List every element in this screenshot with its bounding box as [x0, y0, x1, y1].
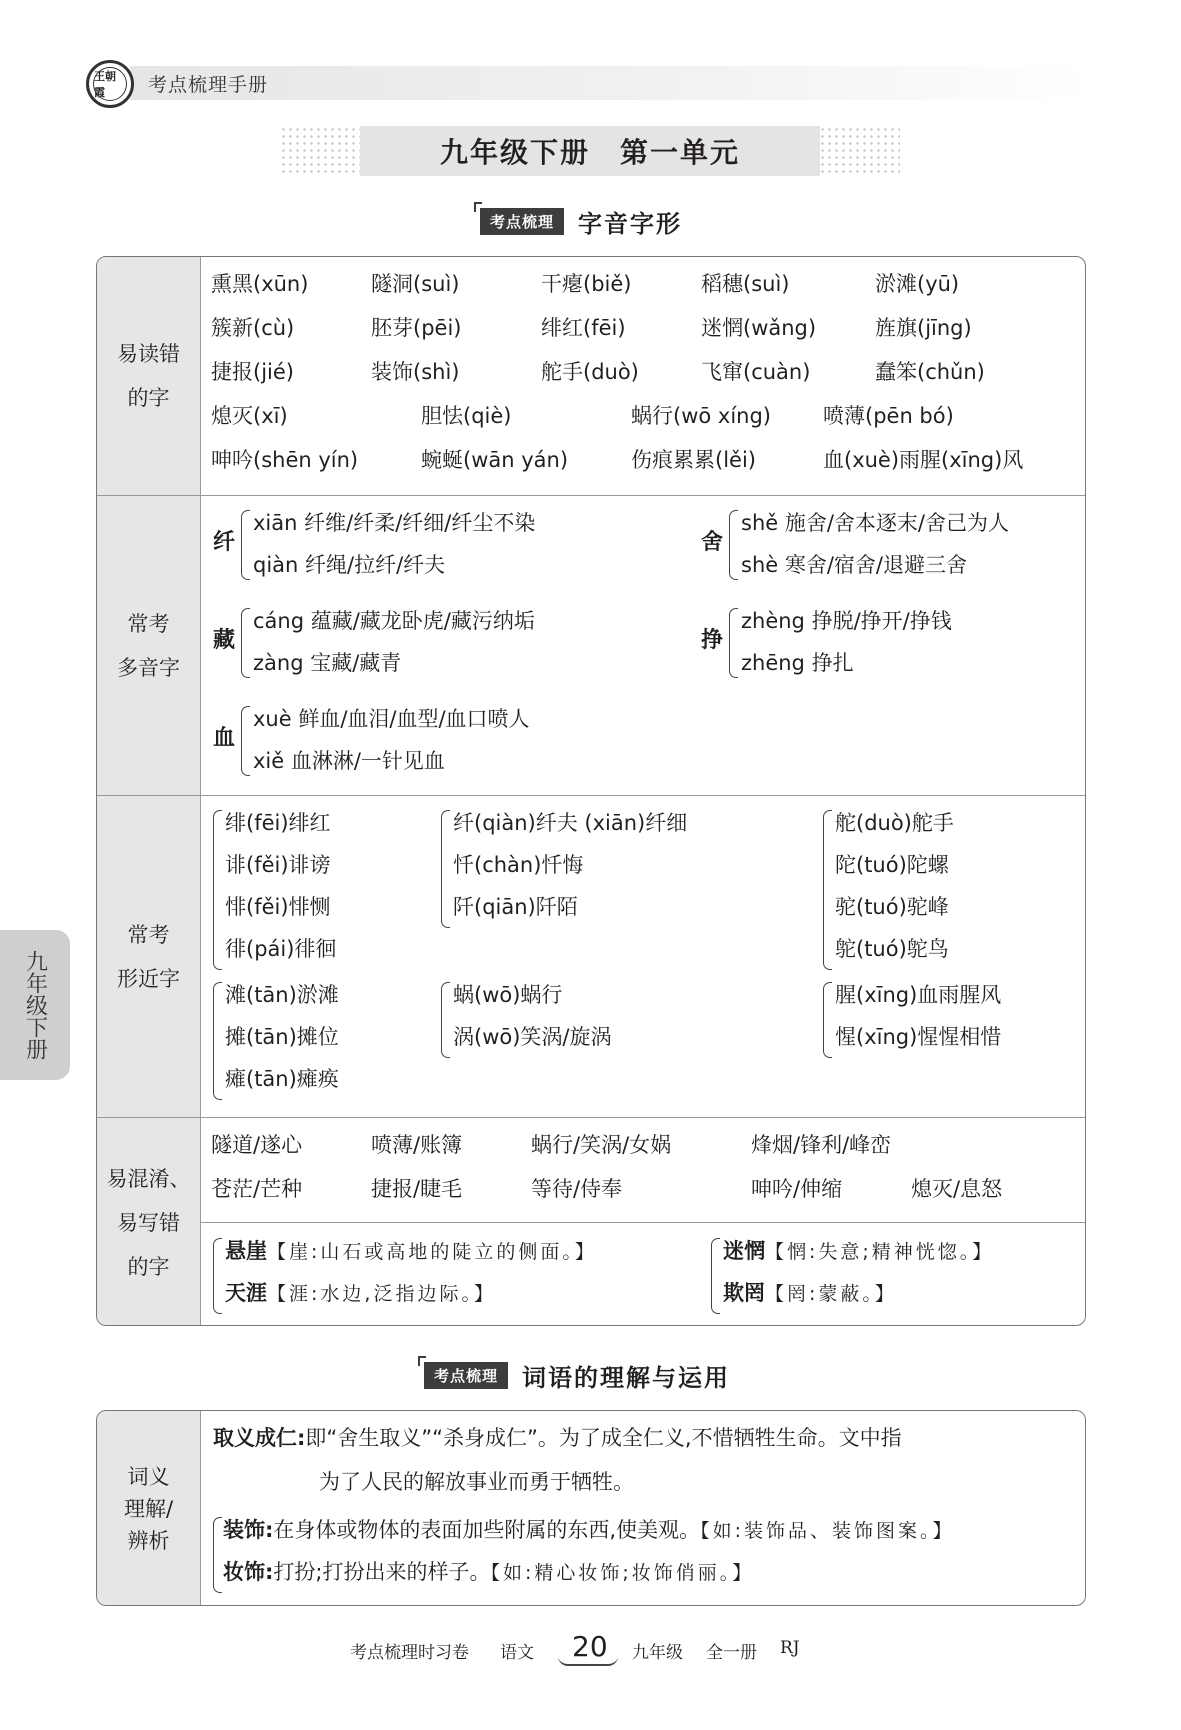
list-item: 隧道/遂心 — [211, 1133, 303, 1157]
row-label: 易混淆、 易写错 的字 — [97, 1118, 201, 1326]
entry: 取义成仁:即“舍生取义”“杀身成仁”。为了成全仁义,不惜牺牲生命。文中指 — [213, 1426, 902, 1450]
reading-line: xiě 血淋淋/一针见血 — [253, 749, 445, 773]
list-item: 滩(tān)淤滩 — [225, 983, 339, 1007]
section-heading-pronunciation — [480, 204, 682, 239]
list-item: 旌旗(jīng) — [875, 316, 972, 340]
footer-edition: RJ — [780, 1638, 800, 1658]
list-item: 惺(xīng)惺惺相惜 — [835, 1025, 1002, 1049]
list-item: 蜿蜒(wān yán) — [421, 448, 569, 472]
polyphone-char: 挣 — [701, 628, 724, 653]
list-item: 胆怯(qiè) — [421, 404, 512, 428]
list-item: 瘫(tān)瘫痪 — [225, 1067, 339, 1091]
publisher-logo — [86, 60, 134, 108]
list-item: 隧洞(suì) — [371, 272, 460, 296]
list-item: 蜗行/笑涡/女娲 — [531, 1133, 672, 1157]
section-heading-vocabulary — [424, 1358, 730, 1393]
list-item: 蠢笨(chǔn) — [875, 360, 985, 384]
list-item: 喷薄(pēn bó) — [823, 404, 954, 428]
page-footer — [340, 1630, 840, 1670]
reading-line: shè 寒舍/宿舍/退避三舍 — [741, 553, 967, 577]
polyphone-char: 血 — [213, 726, 236, 751]
list-item: 绯红(fēi) — [541, 316, 626, 340]
brace — [441, 982, 450, 1058]
section-tag: 考点梳理 — [480, 208, 564, 235]
brace — [213, 1238, 222, 1314]
divider — [201, 1222, 1085, 1223]
list-item: 绯(fēi)绯红 — [225, 811, 331, 835]
list-item: 迷惘(wǎng) — [701, 316, 817, 340]
handbook-title: 考点梳理手册 — [148, 74, 269, 96]
list-item: 腥(xīng)血雨腥风 — [835, 983, 1002, 1007]
list-item: 淤滩(yū) — [875, 272, 960, 296]
entry-continuation: 为了人民的解放事业而勇于牺牲。 — [319, 1470, 634, 1494]
reading-line: zhēng 挣扎 — [741, 651, 854, 675]
list-item: 蜗(wō)蜗行 — [453, 983, 563, 1007]
list-item: 苍茫/芒种 — [211, 1177, 303, 1201]
side-tab-label: 九年级下册 — [22, 950, 48, 1060]
list-item: 血(xuè)雨腥(xīng)风 — [823, 448, 1024, 472]
brace — [241, 706, 250, 776]
footer-series: 考点梳理时习卷 — [350, 1643, 469, 1663]
section-title: 词语的理解与运用 — [522, 1364, 731, 1392]
list-item: 阡(qiān)阡陌 — [453, 895, 578, 919]
list-item: 悱(fěi)悱恻 — [225, 895, 331, 919]
polyphone-char: 纤 — [213, 530, 236, 555]
reading-line: cáng 蕴藏/藏龙卧虎/藏污纳垢 — [253, 609, 535, 633]
list-item: 烽烟/锋利/峰峦 — [751, 1133, 892, 1157]
page-number: 20 — [572, 1630, 608, 1663]
unit-banner — [280, 126, 900, 176]
footer-subject: 语文 — [500, 1643, 534, 1663]
list-item: 簇新(cù) — [211, 316, 295, 340]
reading-line: zàng 宝藏/藏青 — [253, 651, 402, 675]
side-tab — [0, 930, 70, 1080]
reading-line: xuè 鲜血/血泪/血型/血口喷人 — [253, 707, 530, 731]
list-item: 欺罔【罔:蒙蔽。】 — [723, 1281, 897, 1305]
row-polyphonic-chars — [97, 495, 1085, 795]
brace — [213, 1517, 222, 1593]
brace — [213, 982, 222, 1100]
polyphone-char: 藏 — [213, 628, 236, 653]
list-item: 蜗行(wō xíng) — [631, 404, 771, 428]
list-item: 舵手(duò) — [541, 360, 639, 384]
list-item: 稻穗(suì) — [701, 272, 790, 296]
row-confusable-chars — [97, 1117, 1085, 1326]
list-item: 驼(tuó)驼峰 — [835, 895, 949, 919]
polyphone-char: 舍 — [701, 530, 724, 555]
brace — [711, 1238, 720, 1314]
reading-line: qiàn 纤绳/拉纤/纤夫 — [253, 553, 446, 577]
unit-title: 第一单元 — [620, 136, 741, 169]
pronunciation-table — [96, 256, 1086, 1326]
brace — [441, 810, 450, 928]
reading-line: shě 施舍/舍本逐末/舍己为人 — [741, 511, 1009, 535]
list-item: 干瘪(biě) — [541, 272, 632, 296]
brace — [823, 982, 832, 1058]
list-item: 熏黑(xūn) — [211, 272, 309, 296]
brace — [241, 510, 250, 580]
row-word-meaning — [97, 1411, 1085, 1606]
list-item: 飞窜(cuàn) — [701, 360, 811, 384]
list-item: 鸵(tuó)鸵鸟 — [835, 937, 949, 961]
row-label: 易读错 的字 — [97, 257, 201, 495]
list-item: 天涯【涯:水边,泛指边际。】 — [225, 1281, 496, 1305]
list-item: 摊(tān)摊位 — [225, 1025, 339, 1049]
row-misread-chars — [97, 257, 1085, 495]
row-label: 词义 理解/ 辨析 — [97, 1411, 201, 1606]
list-item: 忏(chàn)忏悔 — [453, 853, 584, 877]
page-number-arc — [558, 1656, 618, 1666]
footer-grade: 九年级 — [632, 1643, 683, 1663]
footer-volume: 全一册 — [706, 1643, 757, 1663]
list-item: 诽(fěi)诽谤 — [225, 853, 331, 877]
list-item: 陀(tuó)陀螺 — [835, 853, 949, 877]
book-title: 九年级下册 — [439, 136, 590, 169]
row-label: 常考 多音字 — [97, 496, 201, 795]
list-item: 纤(qiàn)纤夫 (xiān)纤细 — [453, 811, 688, 835]
row-similar-chars — [97, 795, 1085, 1117]
list-item: 呻吟/伸缩 — [751, 1177, 843, 1201]
logo-text: 王朝霞 — [93, 67, 127, 101]
reading-line: xiān 纤维/纤柔/纤细/纤尘不染 — [253, 511, 536, 535]
brace — [213, 810, 222, 970]
list-item: 伤痕累累(lěi) — [631, 448, 756, 472]
entry: 装饰:在身体或物体的表面加些附属的东西,使美观。【如:装饰品、装饰图案。】 — [223, 1518, 955, 1542]
brace — [241, 608, 250, 678]
list-item: 悬崖【崖:山石或高地的陡立的侧面。】 — [225, 1239, 597, 1263]
vocabulary-table — [96, 1410, 1086, 1606]
section-tag: 考点梳理 — [424, 1362, 508, 1389]
list-item: 舵(duò)舵手 — [835, 811, 954, 835]
brace — [729, 510, 738, 580]
list-item: 等待/侍奉 — [531, 1177, 623, 1201]
entry: 妆饰:打扮;打扮出来的样子。【如:精心妆饰;妆饰俏丽。】 — [223, 1560, 755, 1584]
list-item: 涡(wō)笑涡/旋涡 — [453, 1025, 612, 1049]
brace — [823, 810, 832, 970]
list-item: 捷报(jié) — [211, 360, 294, 384]
reading-line: zhèng 挣脱/挣开/挣钱 — [741, 609, 952, 633]
list-item: 捷报/睫毛 — [371, 1177, 463, 1201]
brace — [729, 608, 738, 678]
header-bar — [130, 66, 1090, 100]
list-item: 胚芽(pēi) — [371, 316, 462, 340]
list-item: 喷薄/账簿 — [371, 1133, 463, 1157]
row-label: 常考 形近字 — [97, 796, 201, 1117]
list-item: 徘(pái)徘徊 — [225, 937, 337, 961]
section-title: 字音字形 — [578, 210, 683, 238]
list-item: 装饰(shì) — [371, 360, 460, 384]
list-item: 熄灭/息怒 — [911, 1177, 1003, 1201]
list-item: 迷惘【惘:失意;精神恍惚。】 — [723, 1239, 995, 1263]
list-item: 熄灭(xī) — [211, 404, 288, 428]
list-item: 呻吟(shēn yín) — [211, 448, 359, 472]
